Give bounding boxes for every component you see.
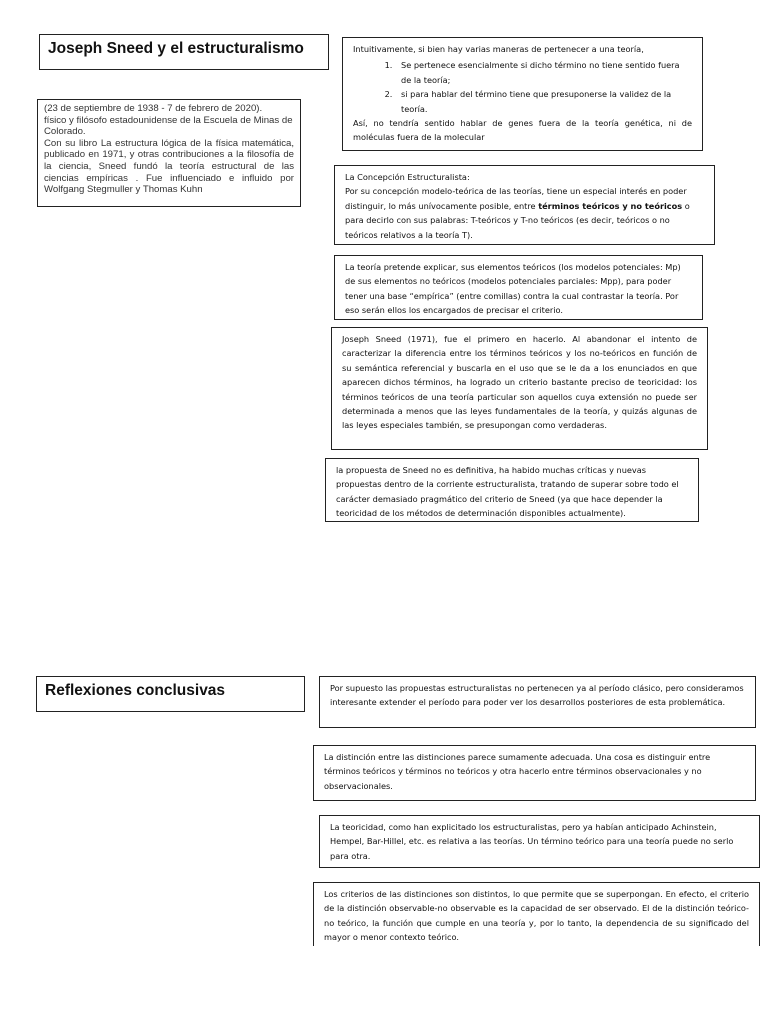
distinction-text: La distinción entre las distinciones parece sumamente adecuada. Una cosa es distinguir entre términos teóricos y términos no teóricos y otra hacerlo entre términos observacionales y no observacionales. — [324, 752, 711, 791]
theory-box — [334, 255, 703, 320]
intuition-intro: Intuitivamente, si bien hay varias maneras de pertenecer a una teoría, — [353, 44, 644, 54]
period-text: Por supuesto las propuestas estructuralistas no pertenecen ya al período clásico, pero consideramos interesante extender el período para poder ver los desarrollos posteriores de esta problemática. — [330, 683, 744, 708]
distinction-box — [313, 745, 756, 801]
page-title: Joseph Sneed y el estructuralismo — [48, 40, 304, 57]
conclusions-title-box — [36, 676, 305, 712]
intuition-item: 1. Se pertenece esencialmente si dicho término no tiene sentido fuera de la teoría; — [395, 58, 692, 87]
sneed-text: Joseph Sneed (1971), fue el primero en hacerlo. Al abandonar el intento de caracterizar la diferencia entre los términos teóricos y los no-teóricos en función de su semántica referencial y buscarla en el uso que se le da a los enunciados en que aparecen dichos términos, ha logrado un criterio bastante preciso de teoricidad: los términos teóricos de una teoría particular son aquellos cuya extensión no puede ser determinada a menos que las leyes fundamentales de la teoría, y quizás algunas de las leyes especiales también, se presupongan como verdaderas. — [342, 334, 697, 431]
theoreticity-box — [319, 815, 760, 868]
proposal-box — [325, 458, 699, 522]
intuition-conclusion: Así, no tendría sentido hablar de genes fuera de la teoría genética, ni de moléculas fuera de la molecular — [353, 118, 692, 143]
theoreticity-text: La teoricidad, como han explicitado los estructuralistas, pero ya habían anticipado Achinstein, Hempel, Bar-Hillel, etc. es relativa a las teorías. Un término teórico para una teoría puede no serlo para otra. — [330, 822, 734, 861]
bio-box — [37, 99, 301, 207]
criteria-text: Los criterios de las distinciones son distintos, lo que permite que se superpongan. En efecto, el criterio de la distinción observable-no observable es la capacidad de ser observado. El de la distinción teórico-no teórico, la función que cumple en una teoría y, por lo tanto, la dependencia de su significado del mayor o menor contexto teórico. — [324, 889, 749, 943]
conception-bold-term: términos teóricos y no teóricos — [538, 200, 683, 211]
intuition-item: 2. si para hablar del término tiene que presuponerse la validez de la teoría. — [395, 87, 692, 116]
conclusions-title: Reflexiones conclusivas — [45, 682, 226, 699]
bio-description: físico y filósofo estadounidense de la Escuela de Minas de Colorado. — [44, 114, 293, 138]
bio-dates: (23 de septiembre de 1938 - 7 de febrero de 2020). — [44, 103, 263, 114]
proposal-text: la propuesta de Sneed no es definitiva, ha habido muchas críticas y nuevas propuestas dentro de la corriente estructuralista, tratando de superar sobre todo el carácter demasiado pragmático del criterio de Sneed (ya que hace depender la teoricidad de los métodos de determinación disponibles actualmente). — [336, 465, 679, 519]
conception-text: Por su concepción modelo-teórica de las teorías, tiene un especial interés en poder distinguir, lo más unívocamente posible, entre términos teóricos y no teóricos o para decirlo con sus palabras: T-teóricos y T-no teóricos (es decir, teóricos o no teóricos relativos a la teoría T). — [345, 186, 690, 240]
sneed-box — [331, 327, 708, 450]
intuition-box — [342, 37, 703, 151]
criteria-box — [313, 882, 760, 946]
conception-box — [334, 165, 715, 245]
conception-heading: La Concepción Estructuralista: — [345, 172, 470, 182]
theory-text: La teoría pretende explicar, sus elementos teóricos (los modelos potenciales: Mp) de sus elementos no teóricos (modelos potenciales parciales: Mpp), para poder tener una base “empírica” (entre comillas) contra la cual contrastar la teoría. Por eso serán ellos los encargados de precisar el criterio. — [345, 262, 681, 316]
period-box — [319, 676, 756, 728]
title-box — [39, 34, 329, 70]
intuition-list — [353, 58, 692, 116]
bio-book: Con su libro La estructura lógica de la física matemática, publicado en 1971, y otras contribuciones a la filosofía de la ciencia, Sneed fundó la teoría estructural de las ciencias empíricas . Fue influenciado e influido por Wolfgang Stegmuller y Thomas Kuhn — [44, 137, 294, 196]
